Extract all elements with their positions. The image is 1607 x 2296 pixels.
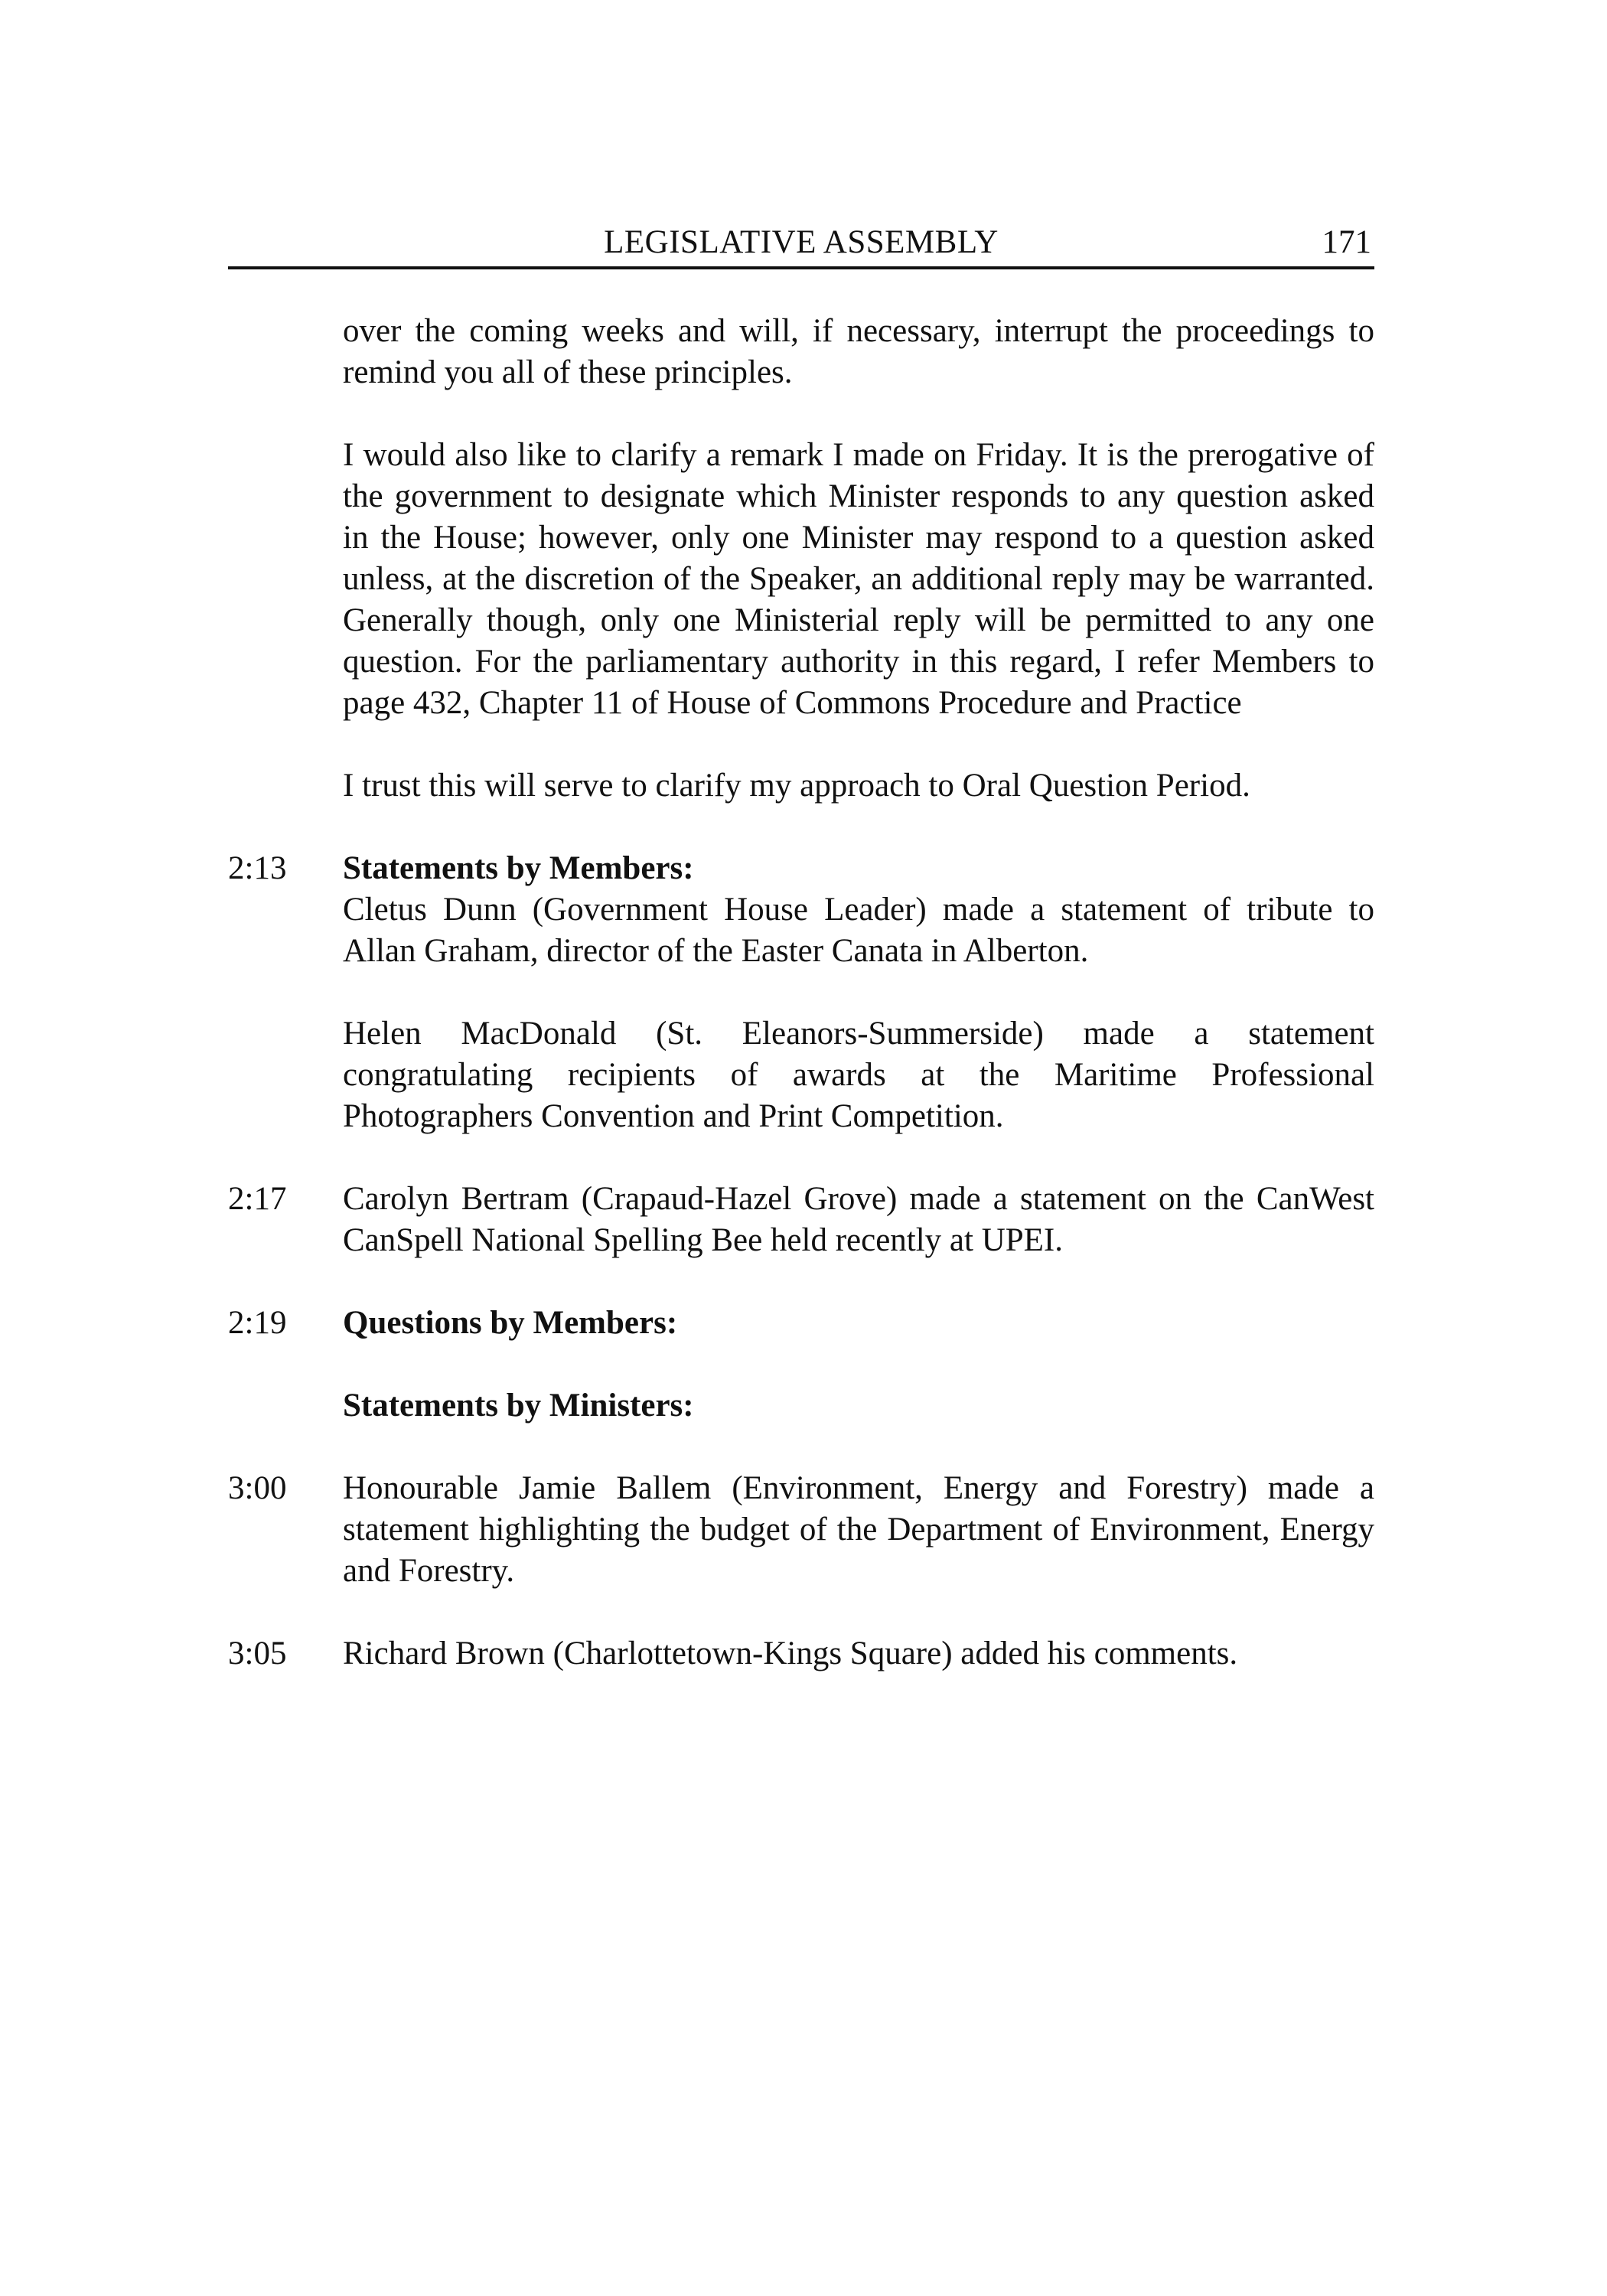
intro-paragraph: over the coming weeks and will, if necessary, interrupt the proceedings to remind you all of these principles. bbox=[343, 313, 1374, 390]
entry-paragraph: Honourable Jamie Ballem (Environment, Energy and Forestry) made a statement highlighting the budget of the Department of Environment, Energy and Forestry. bbox=[343, 1470, 1374, 1589]
entry-body bbox=[343, 1468, 1374, 1592]
entry-body bbox=[343, 1385, 1374, 1427]
entry-statements-by-ministers bbox=[228, 1385, 1374, 1427]
entry-time: 3:05 bbox=[228, 1636, 287, 1671]
intro-paragraph: I trust this will serve to clarify my approach to Oral Question Period. bbox=[343, 768, 1250, 804]
intro-paragraph: I would also like to clarify a remark I made on Friday. It is the prerogative of the government to designate which Minister responds to any question asked in the House; however, only one Minister may respond to a question asked unless, at the discretion of the Speaker, an additional reply may be warranted. Generally though, only one Ministerial reply will be permitted to any one question. For the parliamentary authority in this regard, I refer Members to page 432, Chapter 11 of House of Commons Procedure and Practice bbox=[343, 437, 1374, 721]
section-heading: Statements by Members: bbox=[343, 850, 694, 886]
entry-paragraph: Richard Brown (Charlottetown-Kings Square) added his comments. bbox=[343, 1636, 1238, 1671]
entry-canspell-statement bbox=[228, 1179, 1374, 1261]
entry-brown-comments bbox=[228, 1633, 1374, 1675]
entry-body bbox=[343, 1303, 1374, 1344]
entry-body bbox=[343, 1179, 1374, 1261]
entry-questions-by-members bbox=[228, 1303, 1374, 1344]
intro-body bbox=[343, 311, 1374, 807]
entry-time: 3:00 bbox=[228, 1470, 287, 1506]
section-heading: Questions by Members: bbox=[343, 1305, 678, 1341]
entry-body bbox=[343, 1633, 1374, 1675]
entry-time: 2:19 bbox=[228, 1305, 287, 1341]
entry-paragraph: Helen MacDonald (St. Eleanors-Summerside) made a statement congratulating recipients of awards at the Maritime Professional Photographers Convention and Print Competition. bbox=[343, 1016, 1374, 1134]
page-number: 171 bbox=[1322, 224, 1371, 260]
entry-time: 2:13 bbox=[228, 850, 287, 886]
entry-paragraph: Cletus Dunn (Government House Leader) made a statement of tribute to Allan Graham, director of the Easter Canata in Alberton. bbox=[343, 892, 1374, 969]
page-header bbox=[228, 223, 1374, 269]
entry-paragraph: Carolyn Bertram (Crapaud-Hazel Grove) made a statement on the CanWest CanSpell National Spelling Bee held recently at UPEI. bbox=[343, 1181, 1374, 1258]
entry-time: 2:17 bbox=[228, 1181, 287, 1217]
entry-ballem-statement bbox=[228, 1468, 1374, 1592]
entry-body bbox=[343, 848, 1374, 1137]
entry-statements-by-members bbox=[228, 848, 1374, 1137]
intro-block bbox=[228, 311, 1374, 807]
header-title: LEGISLATIVE ASSEMBLY bbox=[604, 224, 999, 260]
section-heading: Statements by Ministers: bbox=[343, 1388, 694, 1424]
page-content bbox=[228, 311, 1374, 1716]
